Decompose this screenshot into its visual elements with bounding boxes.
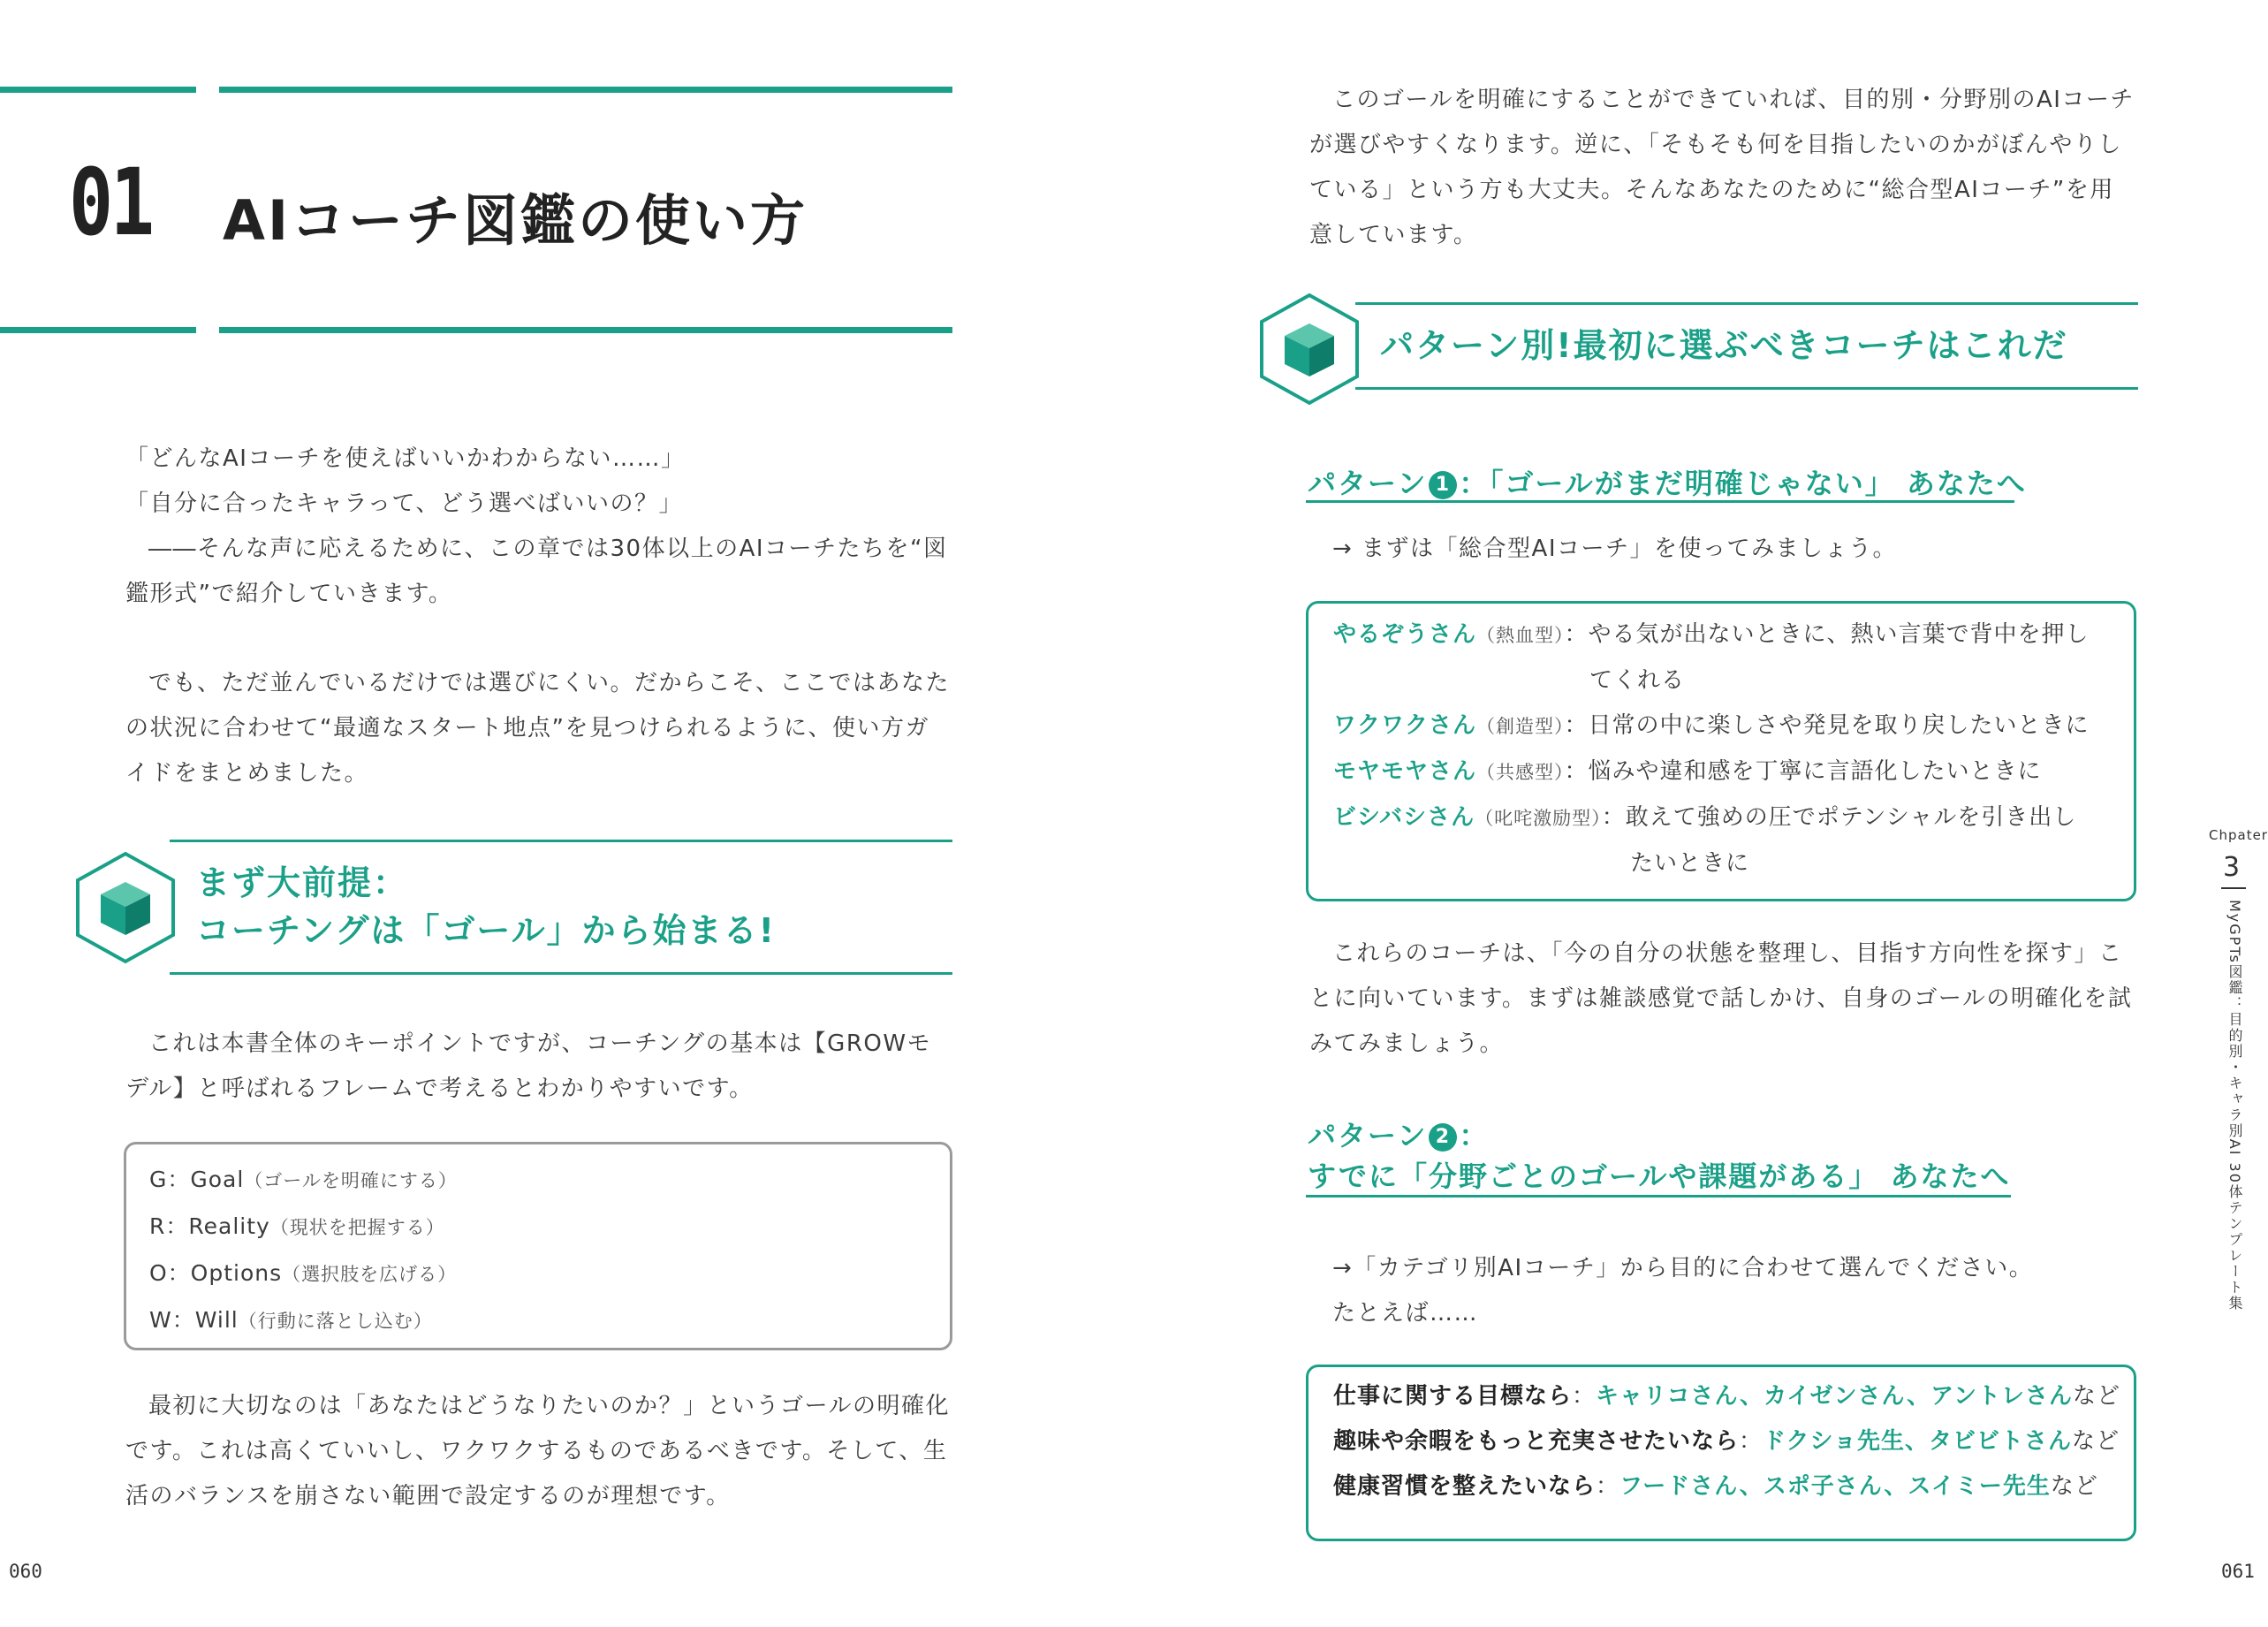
grow-key: O：Options [149,1260,283,1286]
coach-item [1333,612,2090,658]
pattern2-title [1308,1115,2010,1197]
category-label: 健康習慣を整えたいなら [1333,1473,1597,1500]
section2-rule-top [1355,302,2138,305]
pattern2-underline [1306,1195,2011,1197]
pattern1-underline [1306,500,2014,503]
coach-desc: ：悩みや違和感を丁寧に言語化したいときに [1564,758,2042,785]
pattern2-arrow-line: →「カテゴリ別AIコーチ」から目的に合わせて選んでください。 [1332,1255,2034,1281]
grow-note: （選択肢を広げる） [282,1264,458,1285]
pattern-number-badge: 2 [1429,1123,1457,1152]
category-item [1333,1464,2120,1509]
text-line: とに向いています。まずは雑談感覚で話しかけ、自身のゴールの明確化を試 [1309,985,2133,1012]
header-rule-top-right [219,87,952,93]
category-box-clip [1306,1365,2138,1509]
text-line: 意しています。 [1309,222,1478,248]
grow-item [149,1251,458,1297]
grow-key: R：Reality [149,1213,270,1239]
text-line: このゴールを明確にすることができていれば、目的別・分野別のAIコーチ [1332,87,2135,113]
right-paragraph-1 [1309,78,2135,258]
coach-type: （共感型） [1476,762,1565,783]
coach-list [1333,612,2090,886]
grow-item [149,1297,458,1344]
text-line: です。これは高くていいし、ワクワクするものであるべきです。そして、生 [125,1438,948,1464]
category-item [1333,1419,2120,1464]
coach-type: （創造型） [1476,716,1565,737]
pattern-number-badge: 1 [1429,471,1457,499]
coach-desc: ：やる気が出ないときに、熱い言葉で背中を押し [1564,621,2090,648]
coach-desc: たいときに [1630,850,1750,877]
coach-item-continued [1333,658,2090,703]
coach-item-continued [1333,841,2090,886]
text-line: 「自分に合ったキャラって、どう選べばいいの？」 [125,490,683,517]
coach-list-box [1306,601,2136,901]
text-line: が選びやすくなります。逆に、「そもそも何を目指したいのかがぼんやりし [1309,132,2122,158]
grow-key: W：Will [149,1307,239,1333]
pattern-title-text: ：「ゴールがまだ明確じゃない」 あなたへ [1459,467,2027,500]
grow-note: （行動に落とし込む） [238,1311,433,1332]
section-title [196,859,776,954]
grow-key: G：Goal [149,1167,245,1192]
header-rule-top-left [0,87,196,93]
coach-type: （叱咤激励型） [1475,808,1602,829]
intro-paragraph [125,437,948,617]
category-coaches: フードさん、スポ子さん、スイミー先生 [1619,1473,2051,1500]
grow-note: （現状を把握する） [269,1217,445,1238]
text-line: デル】と呼ばれるフレームで考えるとわかりやすいです。 [125,1076,754,1102]
section2-title: パターン別!最初に選ぶべきコーチはこれだ [1380,326,2068,365]
grow-item [149,1157,458,1204]
text-line: これらのコーチは、「今の自分の状態を整理し、目指す方向性を探す」こ [1332,940,2123,967]
side-tab-label: Chpater [2209,827,2268,843]
text-line: の状況に合わせて“最適なスタート地点”を見つけられるように、使い方ガ [125,715,929,741]
text-line: 最初に大切なのは「あなたはどうなりたいのか？」というゴールの明確化 [148,1393,950,1419]
text-line: 鑑形式”で紹介していきます。 [125,581,453,607]
pattern2-title-line2: すでに「分野ごとのゴールや課題がある」 あなたへ [1308,1159,2011,1193]
category-colon: ： [1739,1428,1764,1455]
grow-note: （ゴールを明確にする） [244,1170,458,1191]
coach-desc: ：日常の中に楽しさや発見を取り戻したいときに [1564,712,2090,739]
category-list [1333,1374,2120,1509]
pattern2-example-line: たとえば…… [1332,1300,1479,1327]
section-title-line: コーチングは「ゴール」から始まる! [196,911,776,950]
paragraph-3 [125,1022,931,1112]
category-tail: など [2073,1383,2121,1410]
side-tab-vertical-text: MyGPTs図鑑：目的別・キャラ別AI 30体テンプレート集 [2226,900,2243,1311]
pattern2-title-line1 [1308,1115,2010,1156]
page-number-left: 060 [9,1561,42,1582]
paragraph-4 [125,1384,950,1519]
pattern-prefix: パターン [1308,467,1428,500]
category-label: 仕事に関する目標なら [1333,1383,1573,1410]
hexagon-cube-icon [1255,292,1364,407]
text-line: 活のバランスを崩さない範囲で設定するのが理想です。 [125,1483,731,1509]
section-rule-bottom [170,972,952,975]
category-tail: など [2050,1473,2098,1500]
text-line: みてみましょう。 [1309,1030,1505,1057]
grow-model-box [124,1142,952,1350]
coach-name: ビシバシさん [1333,804,1475,831]
coach-type: （熱血型） [1476,625,1565,646]
text-line: でも、ただ並んでいるだけでは選びにくい。だからこそ、ここではあなた [148,670,950,696]
coach-desc: てくれる [1589,667,1686,694]
pattern-title-colon: ： [1459,1119,1490,1152]
pattern1-arrow-line: → まずは「総合型AIコーチ」を使ってみましょう。 [1332,536,1898,562]
side-tab-number: 3 [2223,852,2241,883]
text-line: イドをまとめました。 [125,760,369,787]
coach-name: やるぞうさん [1333,621,1477,648]
text-line: ている」という方も大丈夫。そんなあなたのために“総合型AIコーチ”を用 [1309,177,2114,203]
section-rule-top [170,840,952,842]
right-paragraph-2 [1309,931,2132,1067]
chapter-title: AIコーチ図鑑の使い方 [223,188,808,253]
text-line: これは本書全体のキーポイントですが、コーチングの基本は【GROWモ [148,1030,932,1057]
grow-item [149,1204,458,1251]
header-rule-bottom-left [0,327,196,333]
text-line: 「どんなAIコーチを使えばいいかわからない……」 [125,445,686,472]
category-colon: ： [1596,1473,1620,1500]
category-coaches: キャリコさん、カイゼンさん、アントレさん [1596,1383,2074,1410]
header-rule-bottom-right [219,327,952,333]
coach-item [1333,703,2090,749]
section-title-line: まず大前提： [196,863,409,902]
coach-desc: ：敢えて強めの圧でポテンシャルを引き出し [1601,804,2077,831]
side-tab-rule [2221,887,2246,889]
category-box [1306,1365,2136,1541]
text-line: ――そんな声に応えるために、この章では30体以上のAIコーチたちを“図 [148,536,948,562]
page-number-right: 061 [2221,1561,2255,1582]
category-tail: など [2072,1428,2120,1455]
paragraph-2 [125,661,950,796]
coach-name: ワクワクさん [1333,712,1477,739]
category-item [1333,1374,2120,1419]
category-colon: ： [1572,1383,1597,1410]
coach-item [1333,795,2090,841]
pattern-prefix: パターン [1308,1119,1428,1152]
coach-name: モヤモヤさん [1333,758,1477,785]
category-label: 趣味や余暇をもっと充実させたいなら [1333,1428,1740,1455]
pattern1-title [1308,461,2027,502]
category-coaches: ドクショ先生、タビビトさん [1763,1428,2072,1455]
section2-rule-bottom [1355,387,2138,390]
grow-list [149,1157,458,1344]
chapter-number: 01 [69,148,152,256]
coach-item [1333,749,2090,795]
hexagon-cube-icon [71,850,180,965]
